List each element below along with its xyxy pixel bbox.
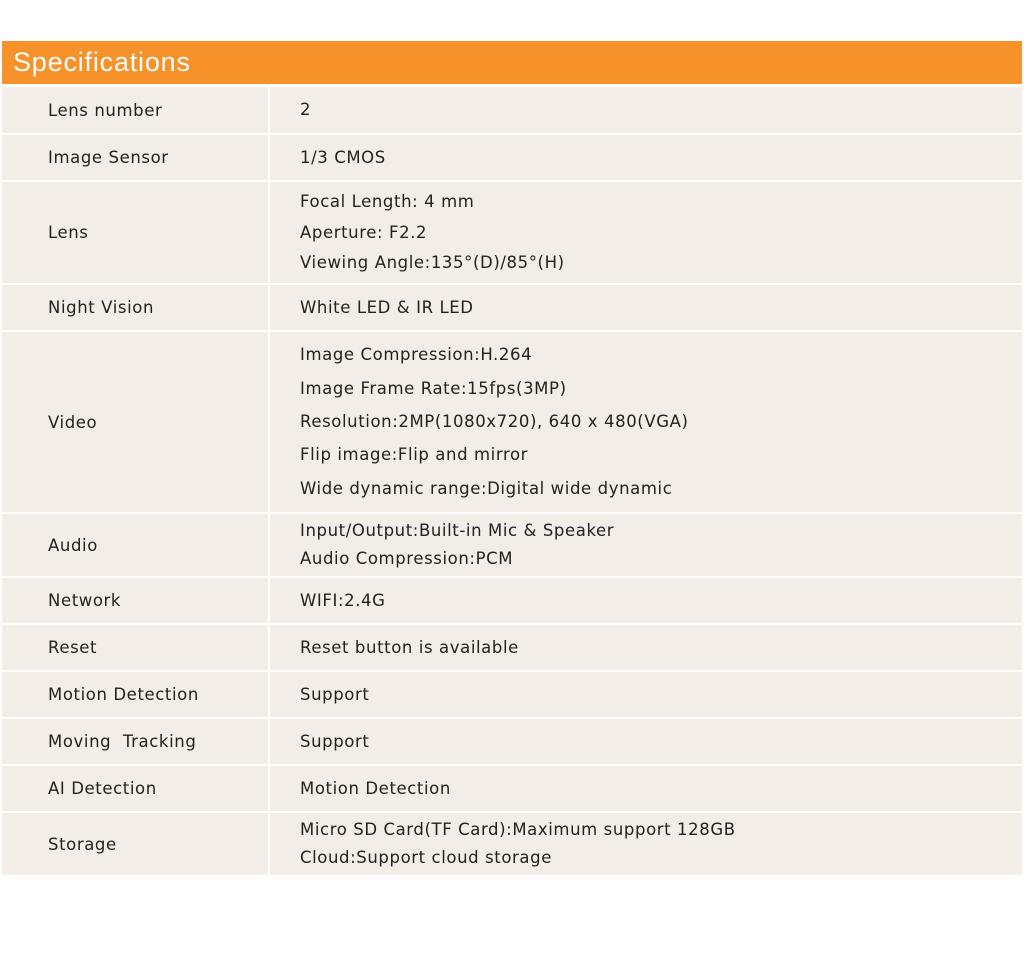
spec-label: Image Sensor	[48, 148, 169, 167]
spec-label: Storage	[48, 834, 117, 854]
spec-value-cell	[270, 87, 1022, 133]
spec-value-cell	[270, 514, 1022, 576]
spec-value-cell	[270, 135, 1022, 180]
spec-value: Input/Output:Built-in Mic & Speaker	[300, 521, 615, 541]
spec-value: Wide dynamic range:Digital wide dynamic	[300, 478, 673, 498]
spec-label-cell	[2, 719, 270, 764]
spec-label: AI Detection	[48, 779, 157, 798]
spec-label-cell	[2, 813, 270, 875]
spec-value: WIFI:2.4G	[300, 590, 386, 610]
spec-row-reset	[2, 625, 1022, 672]
spec-label-cell	[2, 285, 270, 330]
spec-value-cell	[270, 285, 1022, 330]
spec-value: Cloud:Support cloud storage	[300, 848, 552, 867]
spec-value-cell	[270, 672, 1022, 717]
spec-value: Micro SD Card(TF Card):Maximum support 128GB	[300, 820, 736, 839]
spec-value: 1/3 CMOS	[300, 147, 386, 167]
spec-label-cell	[2, 135, 270, 180]
spec-value: Focal Length: 4 mm	[300, 192, 475, 212]
spec-row-video	[2, 332, 1022, 514]
spec-label-cell	[2, 766, 270, 811]
spec-value: Support	[300, 684, 370, 704]
specifications-header	[2, 41, 1022, 84]
spec-value: Resolution:2MP(1080x720), 640 x 480(VGA)	[300, 411, 689, 431]
spec-value: 2	[300, 100, 312, 119]
spec-row-lens-number	[2, 87, 1022, 135]
spec-value-cell	[270, 813, 1022, 875]
spec-label-cell	[2, 182, 270, 283]
spec-label: Night Vision	[48, 298, 155, 317]
spec-row-image-sensor	[2, 135, 1022, 182]
spec-value: Viewing Angle:135°(D)/85°(H)	[300, 252, 565, 272]
spec-value: Flip image:Flip and mirror	[300, 445, 529, 465]
spec-value-cell	[270, 719, 1022, 764]
spec-value-cell	[270, 625, 1022, 670]
spec-label: Network	[48, 591, 122, 610]
spec-value-cell	[270, 182, 1022, 283]
spec-row-motion-detection	[2, 672, 1022, 719]
spec-label: Lens	[48, 223, 89, 242]
spec-value: Support	[300, 731, 370, 751]
spec-label-cell	[2, 514, 270, 576]
spec-value: Audio Compression:PCM	[300, 548, 514, 568]
spec-value: Image Frame Rate:15fps(3MP)	[300, 378, 567, 398]
spec-value-cell	[270, 578, 1022, 623]
spec-label-cell	[2, 87, 270, 133]
spec-value: White LED & IR LED	[300, 297, 474, 317]
spec-row-audio	[2, 514, 1022, 578]
spec-value: Motion Detection	[300, 778, 451, 798]
spec-label: Motion Detection	[48, 685, 199, 704]
spec-label: Video	[48, 412, 98, 432]
spec-label: Moving Tracking	[48, 732, 197, 751]
spec-label-cell	[2, 578, 270, 623]
spec-row-ai-detection	[2, 766, 1022, 813]
spec-value: Reset button is available	[300, 637, 519, 657]
spec-label-cell	[2, 625, 270, 670]
spec-label-cell	[2, 672, 270, 717]
spec-value-cell	[270, 766, 1022, 811]
spec-label: Audio	[48, 535, 98, 555]
spec-row-storage	[2, 813, 1022, 875]
spec-row-night-vision	[2, 285, 1022, 332]
spec-value: Aperture: F2.2	[300, 222, 428, 242]
page-title: Specifications	[13, 47, 191, 77]
spec-value-cell	[270, 332, 1022, 512]
spec-row-lens	[2, 182, 1022, 285]
specifications-table	[2, 87, 1022, 875]
spec-value: Image Compression:H.264	[300, 345, 533, 365]
spec-row-network	[2, 578, 1022, 625]
spec-row-moving-tracking	[2, 719, 1022, 766]
spec-label: Reset	[48, 638, 98, 657]
spec-label-cell	[2, 332, 270, 512]
spec-label: Lens number	[48, 100, 163, 120]
